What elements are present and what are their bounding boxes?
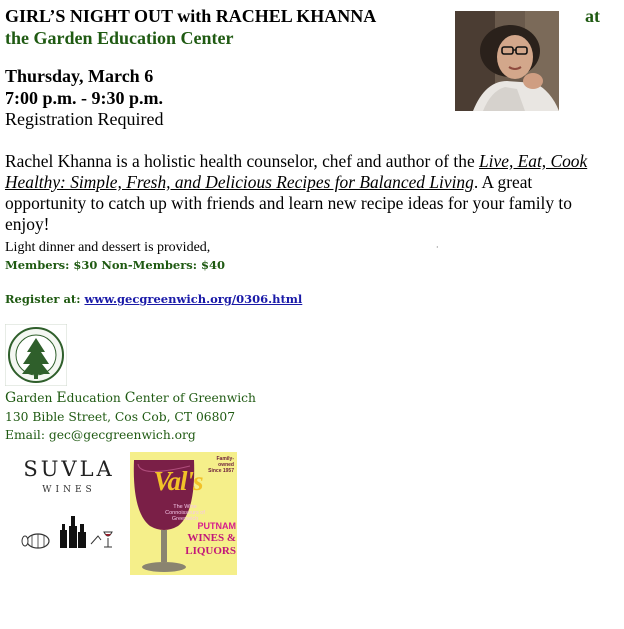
event-title-text: GIRL’S NIGHT OUT with RACHEL KHANNA (5, 6, 377, 26)
vals-tagline: The Wine Connoisseurs of Greenwich (165, 504, 205, 522)
org-word-enter: enter (135, 391, 169, 405)
vals-putnam-wines-ad (130, 452, 237, 575)
organization-name (5, 390, 256, 407)
portrait-image (455, 11, 559, 111)
dinner-note: Light dinner and dessert is provided, (5, 240, 211, 255)
registration-note: Registration Required (5, 109, 164, 129)
tree-seal-icon (5, 324, 67, 386)
event-description (5, 151, 617, 235)
pricing: Members: $30 Non-Members: $40 (5, 258, 226, 272)
organization-email: Email: gec@gecgreenwich.org (5, 428, 196, 442)
event-title-at: at (585, 6, 600, 26)
suvla-subtitle: WINES (42, 485, 96, 495)
vals-liquors: LIQUORS (185, 545, 236, 557)
register-label: Register at: (5, 292, 85, 306)
vals-since-line-2: Since 1957 (208, 468, 234, 474)
vals-since-line-1: Family-owned (216, 456, 234, 468)
org-word-ducation: ducation (66, 391, 125, 405)
suvla-wines-logo (18, 452, 120, 557)
vals-name: Val's (153, 466, 203, 496)
event-time: 7:00 p.m. - 9:30 p.m. (5, 88, 163, 108)
event-date: Thursday, March 6 (5, 66, 154, 86)
org-initial-g: G (5, 390, 17, 406)
org-suffix: of Greenwich (168, 391, 256, 405)
register-link[interactable]: www.gecgreenwich.org/0306.html (84, 292, 303, 306)
stray-dot: · (436, 243, 439, 252)
register-line (5, 291, 302, 307)
org-word-arden: arden (16, 391, 57, 405)
vals-since (204, 456, 234, 474)
event-venue: the Garden Education Center (5, 28, 234, 48)
description-outro: . A great opportunity to catch up with friends and learn new recipe ideas for your family to enjoy! (5, 172, 572, 234)
description-intro: Rachel Khanna is a holistic health counselor, chef and author of the (5, 151, 480, 171)
vals-wines: WINES & (187, 532, 236, 544)
org-initial-e: E (56, 390, 67, 406)
org-initial-c: C (124, 390, 136, 406)
wine-bottles-icon (18, 452, 120, 557)
rachel-khanna-photo (455, 11, 559, 111)
suvla-name: SUVLA (23, 457, 115, 481)
organization-address: 130 Bible Street, Cos Cob, CT 06807 (5, 410, 236, 424)
event-title (5, 5, 445, 49)
gec-seal-logo (5, 324, 67, 386)
book-title: Live, Eat, Cook Healthy: Simple, Fresh, and Delicious Recipes for Balanced Living (5, 151, 588, 192)
vals-putnam: PUTNAM (197, 521, 236, 531)
